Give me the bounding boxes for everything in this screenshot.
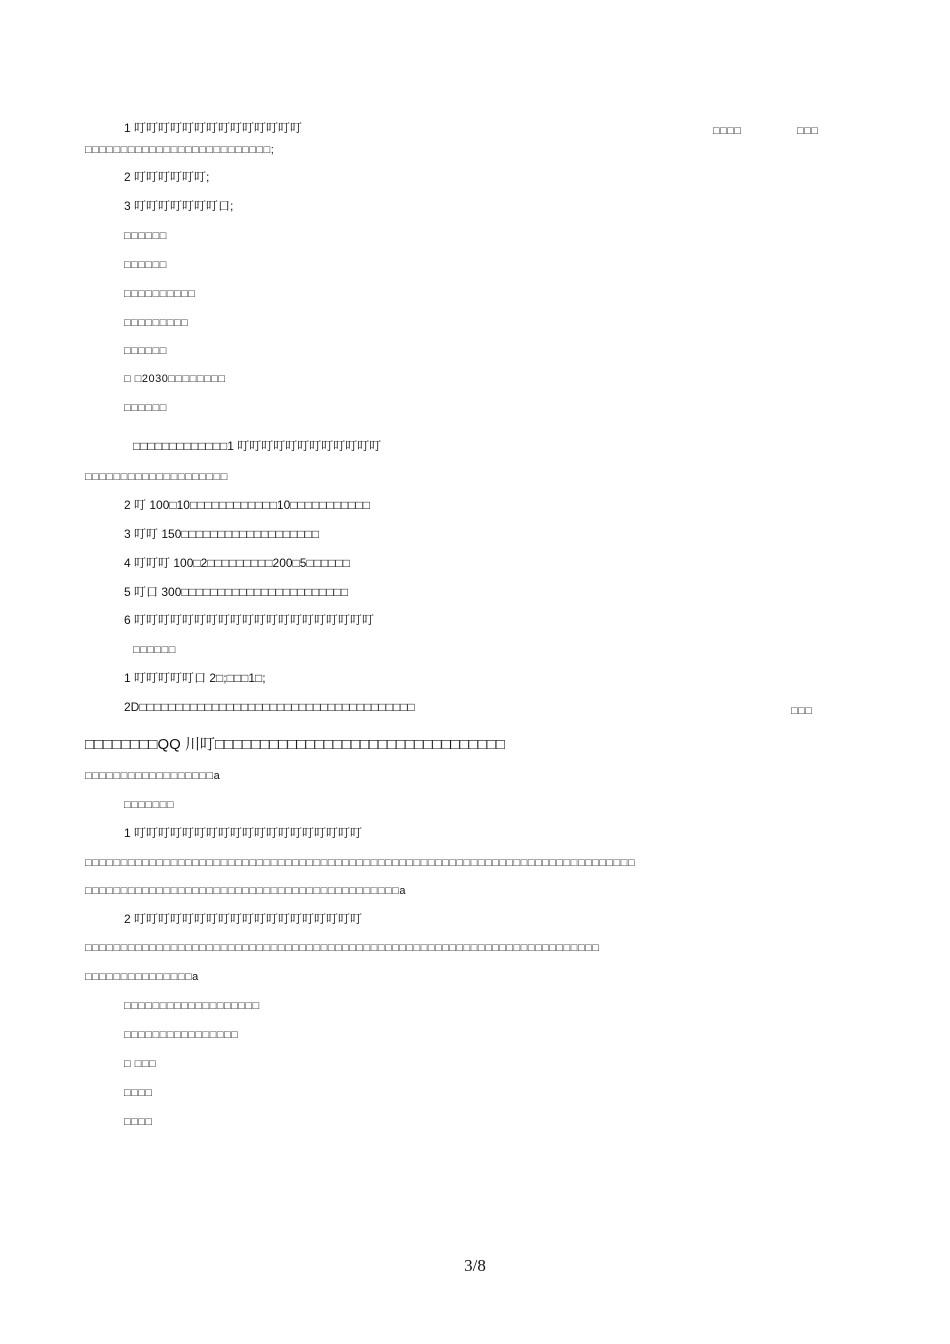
text-line: □□□□□□ [124, 345, 167, 357]
text-line: 2D□□□□□□□□□□□□□□□□□□□□□□□□□□□□□□□□□□□□□□ [124, 700, 415, 714]
text-line: □□□□□□ [124, 402, 167, 414]
text-line: 2 叮叮叮叮叮叮; [124, 170, 210, 184]
text-line: □□□□ [713, 125, 742, 137]
text-line: □□□□□□□□□□□□□□□□□□□ [124, 1000, 260, 1012]
text-line: □□□□□□□□□□□□□□□□□□□□□□□□□□; [85, 144, 275, 156]
text-line: 2 叮 100□10□□□□□□□□□□□□10□□□□□□□□□□□ [124, 498, 371, 512]
text-line: □□□□□□ [124, 230, 167, 242]
text-line: □□□ [791, 705, 813, 717]
text-line: □□□□□□□□□□□□□□□□□□□□□□□□□□□□□□□□□□□□□□□□□□□□a [85, 885, 406, 897]
text-line: □□□ [797, 125, 819, 137]
text-line: 1 叮叮叮叮叮口 2□;□□□1□; [124, 671, 266, 685]
text-line: 3 叮叮 150□□□□□□□□□□□□□□□□□□□ [124, 527, 320, 541]
text-line: 5 叮口 300□□□□□□□□□□□□□□□□□□□□□□□ [124, 585, 349, 599]
text-line: □□□□□□ [133, 644, 176, 656]
text-line: □□□□□□ [124, 259, 167, 271]
text-line: 1 叮叮叮叮叮叮叮叮叮叮叮叮叮叮 [124, 121, 303, 135]
text-line: □□□□ [124, 1116, 153, 1128]
text-line: □□□□□□□□□ [124, 317, 189, 329]
text-line: □□□□□□□□□□□□□1 叮叮叮叮叮叮叮叮叮叮叮叮 [133, 439, 382, 453]
text-line: □□□□□□□□□□□□□□□□□□□□□□□□□□□□□□□□□□□□□□□□□□□□□□□□□□□□□□□□□□□□□□□□□□□□□□□□ [85, 942, 600, 954]
text-line: □□□□□□□□□□□□□□□a [85, 971, 199, 983]
text-line: 4 叮叮叮 100□2□□□□□□□□□200□5□□□□□□ [124, 556, 350, 570]
page-number: 3/8 [464, 1256, 486, 1275]
text-line: □□□□ [124, 1087, 153, 1099]
text-line: □ □□□ [124, 1058, 157, 1070]
text-line: □□□□□□□□QQ 川叮□□□□□□□□□□□□□□□□□□□□□□□□□□□□□□□□ [85, 736, 505, 753]
text-line: 1 叮叮叮叮叮叮叮叮叮叮叮叮叮叮叮叮叮叮叮 [124, 826, 363, 840]
text-line: □□□□□□□ [124, 799, 175, 811]
text-line: □□□□□□□□□□□□□□□□ [124, 1029, 239, 1041]
text-line: □□□□□□□□□□□□□□□□□□□□□□□□□□□□□□□□□□□□□□□□□□□□□□□□□□□□□□□□□□□□□□□□□□□□□□□□□□□□□ [85, 857, 636, 869]
text-line: □□□□□□□□□□□□□□□□□□□□ [85, 471, 228, 483]
text-line: □□□□□□□□□□ [124, 288, 196, 300]
text-line: 6 叮叮叮叮叮叮叮叮叮叮叮叮叮叮叮叮叮叮叮叮 [124, 613, 375, 627]
text-line: 3 叮叮叮叮叮叮叮口; [124, 199, 234, 213]
text-line: □□□□□□□□□□□□□□□□□□a [85, 770, 221, 782]
text-line: □ □2030□□□□□□□□ [124, 373, 226, 385]
text-line: 2 叮叮叮叮叮叮叮叮叮叮叮叮叮叮叮叮叮叮叮 [124, 912, 363, 926]
